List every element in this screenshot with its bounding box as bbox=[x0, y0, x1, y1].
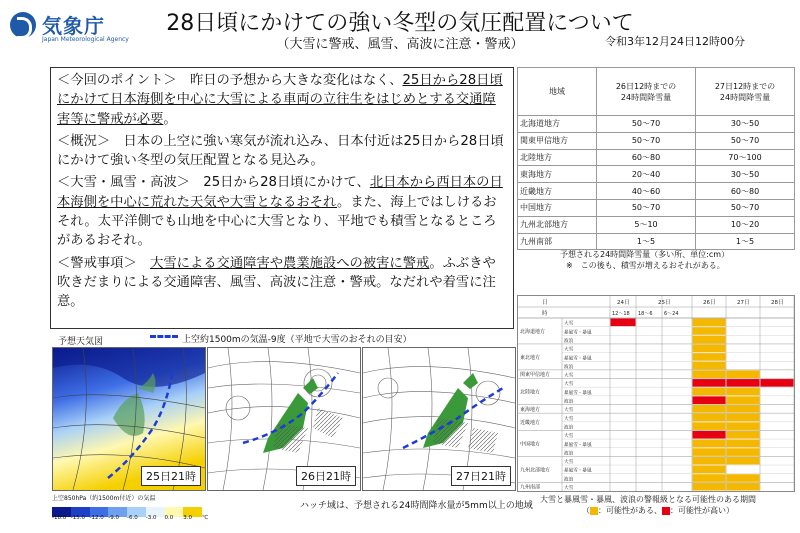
timeline-day-header: 24日 bbox=[617, 300, 630, 306]
timeline-level-cell bbox=[727, 396, 760, 404]
snowfall-value-cell: 50〜70 bbox=[597, 116, 696, 133]
warning-timeline bbox=[517, 295, 795, 492]
colorbar-tick: ℃ bbox=[202, 515, 209, 521]
region-cell: 近畿地方 bbox=[518, 183, 597, 200]
colorbar-tick: 3.0 bbox=[183, 515, 192, 521]
table-row bbox=[518, 149, 795, 166]
table-row bbox=[518, 216, 795, 233]
snowfall-value-cell: 50〜70 bbox=[696, 199, 795, 216]
snowfall-value-cell: 50〜70 bbox=[597, 199, 696, 216]
timeline-level-cell bbox=[693, 336, 726, 344]
timeline-level-cell bbox=[693, 483, 726, 491]
point-underline: 北日本から西日本の日本海側を中心に荒れた天気や大雪となるおそれ bbox=[57, 175, 503, 210]
page-title: 28日頃にかけての強い冬型の気圧配置について bbox=[166, 11, 634, 36]
jma-logo bbox=[8, 6, 138, 46]
snowfall-value-cell: 60〜80 bbox=[597, 149, 696, 166]
point-text: 25日から28日頃にかけて、 bbox=[189, 175, 370, 191]
legend-possible-swatch bbox=[590, 507, 598, 515]
table-row bbox=[518, 116, 795, 133]
legend-possible-label: ：可能性がある、 bbox=[598, 506, 662, 515]
maps-header-label: 予想天気図 bbox=[58, 337, 104, 347]
map-label-27: 27日21時 bbox=[451, 466, 511, 486]
timeline-caption: 大雪と暴風雪・暴風、波浪の警報級となる可能性のある期間 bbox=[540, 495, 756, 504]
timeline-level-cell bbox=[693, 457, 726, 465]
colorbar-tick: -12.0 bbox=[89, 515, 104, 521]
timeline-level-cell bbox=[693, 396, 726, 404]
timeline-phenomenon-label: 波浪 bbox=[564, 425, 574, 431]
timeline-level-cell bbox=[693, 362, 726, 370]
timeline-level-cell bbox=[693, 422, 726, 430]
legend-likely-swatch bbox=[662, 507, 670, 515]
timeline-phenomenon-label: 大雪 bbox=[564, 347, 574, 353]
timeline-level-cell bbox=[693, 448, 726, 456]
timeline-level-cell bbox=[727, 422, 760, 430]
timeline-phenomenon-label: 大雪 bbox=[564, 460, 574, 466]
point-tail: 。 bbox=[163, 111, 177, 127]
timeline-phenomenon-label: 暴風雪・暴風 bbox=[564, 468, 592, 474]
isotherm-legend-line bbox=[150, 335, 178, 338]
timeline-level-cell bbox=[727, 414, 760, 422]
snowfall-header-cell: 地域 bbox=[518, 68, 597, 116]
colorbar-tick: -6.0 bbox=[127, 515, 138, 521]
colorbar-tick: -15.0 bbox=[70, 515, 85, 521]
table-row bbox=[518, 183, 795, 200]
timeline-phenomenon-label: 波浪 bbox=[564, 451, 574, 457]
temperature-colorbar bbox=[52, 502, 202, 512]
snowfall-table bbox=[517, 67, 795, 250]
legend-open: （ bbox=[582, 506, 590, 515]
timeline-phenomenon-label: 大雪 bbox=[564, 416, 574, 422]
timeline-level-cell bbox=[727, 388, 760, 396]
snowfall-value-cell: 50〜70 bbox=[696, 132, 795, 149]
region-cell: 北陸地方 bbox=[518, 149, 597, 166]
hatch-note: ハッチ域は、予想される24時間降水量が5mm以上の地域 bbox=[300, 501, 533, 511]
timeline-day-header: 27日 bbox=[737, 300, 750, 306]
timeline-phenomenon-label: 波浪 bbox=[564, 364, 574, 370]
point-paragraph bbox=[57, 71, 507, 129]
timeline-period-header: 6〜24 bbox=[664, 311, 679, 317]
timeline-level-cell bbox=[693, 353, 726, 361]
warning-timeline-grid bbox=[518, 296, 794, 491]
region-cell: 九州北部地方 bbox=[518, 216, 597, 233]
timeline-level-cell bbox=[727, 440, 760, 448]
timeline-level-cell bbox=[727, 457, 760, 465]
colorbar-ticks bbox=[52, 515, 212, 521]
timeline-region-label: 東北地方 bbox=[520, 354, 541, 361]
timeline-time-label: 時 bbox=[542, 311, 548, 317]
key-points-box bbox=[50, 67, 514, 329]
timeline-phenomenon-label: 大雪 bbox=[564, 408, 574, 414]
timeline-level-cell bbox=[761, 379, 794, 387]
point-tail: 。また、海上ではしけるおそれ。太平洋側でも山地を中心に大雪となり、平地でも積雪となるところがあるおそれ。 bbox=[57, 194, 497, 249]
timeline-level-cell bbox=[693, 370, 726, 378]
timeline-day-label: 日 bbox=[542, 300, 548, 306]
point-head: ＜概況＞ bbox=[57, 133, 111, 149]
point-paragraph bbox=[57, 173, 507, 250]
timeline-level-cell bbox=[693, 319, 726, 327]
timeline-region-label: 九州南部 bbox=[520, 484, 541, 491]
snowfall-value-cell: 30〜50 bbox=[696, 116, 795, 133]
weather-map-27 bbox=[362, 347, 516, 491]
snowfall-value-cell: 5〜10 bbox=[597, 216, 696, 233]
timeline-region-label: 九州北部地方 bbox=[520, 467, 551, 474]
point-head: ＜大雪・風雪・高波＞ bbox=[57, 175, 190, 191]
timeline-region-label: 北海道地方 bbox=[520, 328, 546, 335]
region-cell: 中国地方 bbox=[518, 199, 597, 216]
timeline-phenomenon-label: 暴風雪・暴風 bbox=[564, 442, 592, 448]
logo-subtitle: Japan Meteorological Agency bbox=[42, 36, 129, 43]
map-label-26: 26日21時 bbox=[296, 466, 356, 486]
table-row bbox=[518, 199, 795, 216]
timeline-level-cell bbox=[693, 379, 726, 387]
timeline-period-header: 18〜6 bbox=[638, 311, 653, 317]
timeline-phenomenon-label: 暴風雪・暴風 bbox=[564, 356, 592, 362]
timeline-phenomenon-label: 大雪 bbox=[564, 373, 574, 379]
timeline-day-header: 26日 bbox=[703, 300, 716, 306]
region-cell: 九州南部 bbox=[518, 233, 597, 250]
snowfall-value-cell: 1〜5 bbox=[696, 233, 795, 250]
timeline-phenomenon-label: 大雪 bbox=[564, 382, 574, 388]
snowfall-value-cell: 30〜50 bbox=[696, 166, 795, 183]
snowfall-header-cell: 26日12時までの 24時間降雪量 bbox=[597, 68, 696, 116]
timeline-region-label: 中国地方 bbox=[520, 441, 541, 448]
timeline-level-cell bbox=[693, 405, 726, 413]
point-text bbox=[137, 256, 150, 271]
timeline-region-label: 北陸地方 bbox=[520, 389, 541, 396]
page-subtitle: （大雪に警戒、風雪、高波に注意・警戒） bbox=[276, 37, 524, 52]
snowfall-value-cell: 10〜20 bbox=[696, 216, 795, 233]
timeline-level-cell bbox=[727, 379, 760, 387]
point-underline: 大雪による交通障害や農業施設への被害に警戒 bbox=[150, 255, 430, 271]
timeline-phenomenon-label: 大雪 bbox=[564, 434, 574, 440]
timeline-phenomenon-label: 暴風雪・暴風 bbox=[564, 330, 592, 336]
point-text: 昨日の予想から大きな変化はなく、 bbox=[176, 73, 403, 88]
timeline-level-cell bbox=[693, 466, 726, 474]
point-text: 日本の上空に強い寒気が流れ込み、日本付近は25日から28日頃にかけて強い冬型の気圧配置となる見込み。 bbox=[57, 133, 504, 169]
timeline-day-header: 25日 bbox=[658, 300, 671, 306]
point-tail: 。ふぶきや吹きだまりによる交通障害、風雪、高波に注意・警戒。なだれや着雪に注意。 bbox=[57, 255, 496, 310]
snowfall-value-cell: 60〜80 bbox=[696, 183, 795, 200]
weather-map-26 bbox=[207, 347, 361, 491]
table-row bbox=[518, 233, 795, 250]
region-cell: 関東甲信地方 bbox=[518, 132, 597, 149]
snowfall-table-header bbox=[518, 68, 795, 116]
timeline-level-cell bbox=[727, 483, 760, 491]
jma-logo-icon bbox=[10, 12, 36, 38]
temperature-map-25 bbox=[52, 347, 206, 491]
snowfall-header-cell: 27日12時までの 24時間降雪量 bbox=[696, 68, 795, 116]
timeline-region-label: 関東甲信地方 bbox=[520, 372, 551, 379]
snowfall-caption bbox=[560, 249, 729, 271]
point-head: ＜警戒事項＞ bbox=[57, 255, 137, 271]
colorbar-title: 上空850hPa（約1500m付近）の気温 bbox=[52, 495, 156, 502]
timeline-day-header: 28日 bbox=[771, 300, 784, 306]
timeline-level-cell bbox=[727, 448, 760, 456]
timeline-phenomenon-label: 波浪 bbox=[564, 477, 574, 483]
timeline-level-cell bbox=[727, 474, 760, 482]
point-paragraph bbox=[57, 132, 507, 171]
timeline-phenomenon-label: 波浪 bbox=[564, 338, 574, 344]
timeline-level-cell bbox=[693, 327, 726, 335]
point-paragraph bbox=[57, 254, 507, 312]
timeline-level-cell bbox=[727, 405, 760, 413]
issue-date: 令和3年12月24日12時00分 bbox=[605, 35, 745, 48]
snowfall-value-cell: 50〜70 bbox=[597, 132, 696, 149]
timeline-region-label: 近畿地方 bbox=[520, 419, 541, 426]
timeline-phenomenon-label: 大雪 bbox=[564, 321, 574, 327]
timeline-level-cell bbox=[693, 344, 726, 352]
timeline-level-cell bbox=[693, 414, 726, 422]
timeline-level-cell bbox=[693, 440, 726, 448]
timeline-level-cell bbox=[727, 431, 760, 439]
point-head: ＜今回のポイント＞ bbox=[57, 73, 177, 88]
snowfall-value-cell: 70〜100 bbox=[696, 149, 795, 166]
snowfall-caption-line2: ※ この後も、積雪が増えるおそれがある。 bbox=[566, 261, 725, 270]
timeline-level-cell bbox=[693, 474, 726, 482]
snowfall-caption-line1: 予想される24時間降雪量（多い所、単位:cm） bbox=[560, 250, 730, 259]
map-label-25: 25日21時 bbox=[141, 466, 201, 486]
region-cell: 東海地方 bbox=[518, 166, 597, 183]
colorbar-tick: 0.0 bbox=[164, 515, 174, 521]
table-row bbox=[518, 166, 795, 183]
timeline-phenomenon-label: 波浪 bbox=[564, 399, 574, 405]
timeline-region-label: 東海地方 bbox=[520, 406, 541, 413]
snowfall-value-cell: 40〜60 bbox=[597, 183, 696, 200]
timeline-level-cell bbox=[693, 431, 726, 439]
point-underline: 25日から28日頃にかけて日本海側を中心に大雪による車両の立往生をはじめとする交通障害等に警戒が必要 bbox=[57, 73, 503, 127]
timeline-level-cell bbox=[727, 370, 760, 378]
logo-name: 気象庁 bbox=[42, 14, 105, 38]
timeline-level-cell bbox=[611, 319, 636, 327]
timeline-legend bbox=[582, 505, 734, 516]
legend-likely-label: ：可能性が高い） bbox=[670, 506, 734, 515]
timeline-phenomenon-label: 暴風雪・暴風 bbox=[564, 390, 592, 396]
timeline-period-header: 12〜18 bbox=[612, 311, 630, 317]
colorbar-tick: -18.0 bbox=[52, 515, 67, 521]
colorbar-tick: -3.0 bbox=[145, 515, 157, 521]
timeline-phenomenon-label: 大雪 bbox=[564, 486, 574, 491]
isotherm-legend-text: 上空約1500mの気温-9度（平地で大雪のおそれの目安） bbox=[182, 335, 412, 345]
timeline-level-cell bbox=[693, 388, 726, 396]
colorbar-tick: -9.0 bbox=[108, 515, 119, 521]
snowfall-value-cell: 20〜40 bbox=[597, 166, 696, 183]
table-row bbox=[518, 132, 795, 149]
region-cell: 北海道地方 bbox=[518, 116, 597, 133]
snowfall-value-cell: 1〜5 bbox=[597, 233, 696, 250]
